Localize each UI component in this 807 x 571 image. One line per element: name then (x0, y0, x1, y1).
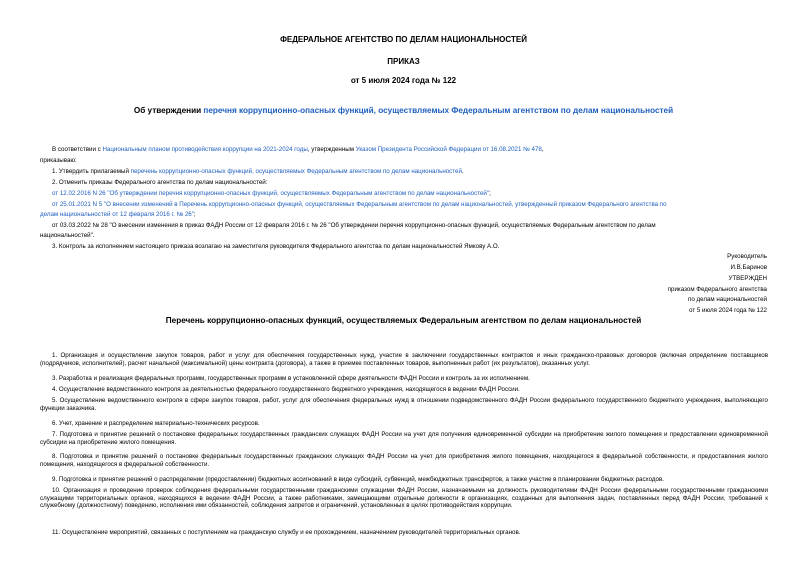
item-2a-line (52, 190, 782, 198)
approved-by-2: по делам национальностей (688, 296, 767, 303)
list-item-3: 3. Разработка и реализация федеральных программ, государственных программ в установленной сфере деятельности ФАДН России и контроль за их исполнением. (52, 375, 530, 382)
order-2016-link[interactable]: от 12.02.2016 N 26 "Об утверждении перечня коррупционно-опасных функций, осуществляемых Федеральным агентством по делам национальностей" (52, 190, 490, 197)
list-item-6: 6. Учет, хранение и распределение материально-технических ресурсов. (52, 420, 260, 427)
approved-date: от 5 июля 2024 года № 122 (688, 307, 767, 314)
item-2c-line-2: национальностей". (40, 232, 95, 239)
presidential-decree-link[interactable]: Указом Президента Российской Федерации от 16.08.2021 № 478 (355, 146, 542, 153)
order-title-prefix: Об утверждении (133, 106, 204, 115)
approved-label: УТВЕРЖДЕН (728, 275, 767, 282)
list-title: Перечень коррупционно-опасных функций, осуществляемых Федеральным агентством по делам национальностей (165, 316, 642, 325)
list-item-11: 11. Осуществление мероприятий, связанных с поступлением на гражданскую службу и ее прохождением, назначением руководителей территориальных органов. (52, 529, 521, 536)
order-2021-link[interactable]: от 25.01.2021 N 5 "О внесении изменений в Перечень коррупционно-опасных функций, осуществляемых Федеральным агентством по делам национальностей, утвержденный приказом Федерального агентства по (52, 201, 667, 208)
order-title (0, 106, 807, 116)
doc-date-number: от 5 июля 2024 года № 122 (350, 76, 457, 85)
order-title-link[interactable]: перечня коррупционно-опасных функций, осуществляемых Федеральным агентством по делам национальностей (203, 106, 674, 115)
list-item-7: 7. Подготовка и принятие решений о постановке федеральных государственных гражданских служащих ФАДН России на учет для получения единовременной субсидии на приобретение жилого помещения и предоставлении единовременной субсидии на приобретение жилого помещения. (40, 431, 768, 446)
order-word: приказываю: (40, 157, 77, 164)
item-text: ; (193, 211, 196, 218)
list-item-4: 4. Осуществление ведомственного контроля за деятельностью федерального государственного бюджетного учреждения, находящегося в ведении ФАДН России. (52, 386, 520, 393)
item-1-line (52, 168, 782, 176)
list-item-1: 1. Организация и осуществление закупок товаров, работ и услуг для обеспечения государственных нужд, участие в заключении государственных контрактов и иных гражданско-правовых договоров (включая определение поставщиков (подрядчиков, исполнителей), расчет начальной (максимальной) цены контракта (договора), а также в приемке поставленных товаров, выполненных работ (их результатов), оказанных услуг. (40, 352, 768, 367)
list-item-8: 8. Подготовка и принятие решений о постановке федеральных государственных гражданских служащих ФАДН России на учет для приобретения жилого помещения, находящегося в федеральной собственности, и предоставления жилого помещения, находящегося в федеральной собственности. (40, 453, 768, 468)
national-plan-link[interactable]: Национальным планом противодействия коррупции на 2021-2024 годы (102, 146, 308, 153)
list-item-9: 9. Подготовка и принятие решений о распределении (предоставлении) бюджетных ассигнований в виде субсидий, субвенций, межбюджетных трансфертов, а также участие в планировании бюджетных расходов. (52, 476, 664, 483)
item-2b-line-2 (40, 211, 770, 219)
item-text: . (461, 168, 464, 175)
preamble-text: , (541, 146, 544, 153)
item-2b-line (52, 201, 782, 209)
preamble-text: , утвержденным (307, 146, 356, 153)
preamble-line (52, 146, 782, 154)
list-link[interactable]: перечень коррупционно-опасных функций, осуществляемых Федеральным агентством по делам национальностей (130, 168, 462, 175)
agency-name: ФЕДЕРАЛЬНОЕ АГЕНТСТВО ПО ДЕЛАМ НАЦИОНАЛЬНОСТЕЙ (280, 35, 527, 44)
item-2-line: 2. Отменить приказы Федерального агентства по делам национальностей: (52, 179, 268, 186)
doc-type: ПРИКАЗ (387, 57, 420, 66)
item-3-line: 3. Контроль за исполнением настоящего приказа возлагаю на заместителя руководителя Федерального агентства по делам национальностей Ямкову А.О. (52, 243, 500, 250)
signature-name: И.В.Баринов (730, 264, 767, 271)
list-item-10: 10. Организация и проведение проверок соблюдения федеральными государственными гражданскими служащими ФАДН России, назначаемыми на должность руководителями ФАДН России федеральными государственными гражданскими служащими территориальных органов, находящихся в ведении ФАДН России, а также работниками, замещающими отдельные должности в организациях, созданных для выполнения задач, поставленных перед ФАДН России, требований к служебному (должностному) поведению, исполнения ими обязанностей, соблюдения запретов и ограничений, установленных в целях противодействия коррупции. (40, 487, 768, 510)
item-text: 1. Утвердить прилагаемый (52, 168, 131, 175)
approved-by: приказом Федерального агентства (667, 286, 767, 293)
list-item-5: 5. Осуществление ведомственного контроля в сфере закупок товаров, работ, услуг для обеспечения федеральных нужд в отношении подведомственного ФАДН России федерального государственного бюджетного учреждения, выполняющего функции заказчика. (40, 397, 768, 412)
item-text: ; (489, 190, 491, 197)
preamble-text: В соответствии с (52, 146, 103, 153)
item-2c-line: от 03.03.2022 № 28 "О внесении изменения в приказ ФАДН России от 12 февраля 2016 г. № 26 "Об утверждении перечня коррупционно-опасных функций, осуществляемых Федеральным агентством по делам (52, 222, 656, 229)
order-2021-link-cont[interactable]: делам национальностей от 12 февраля 2016 г. № 26" (40, 211, 194, 218)
signature-title: Руководитель (727, 253, 767, 260)
